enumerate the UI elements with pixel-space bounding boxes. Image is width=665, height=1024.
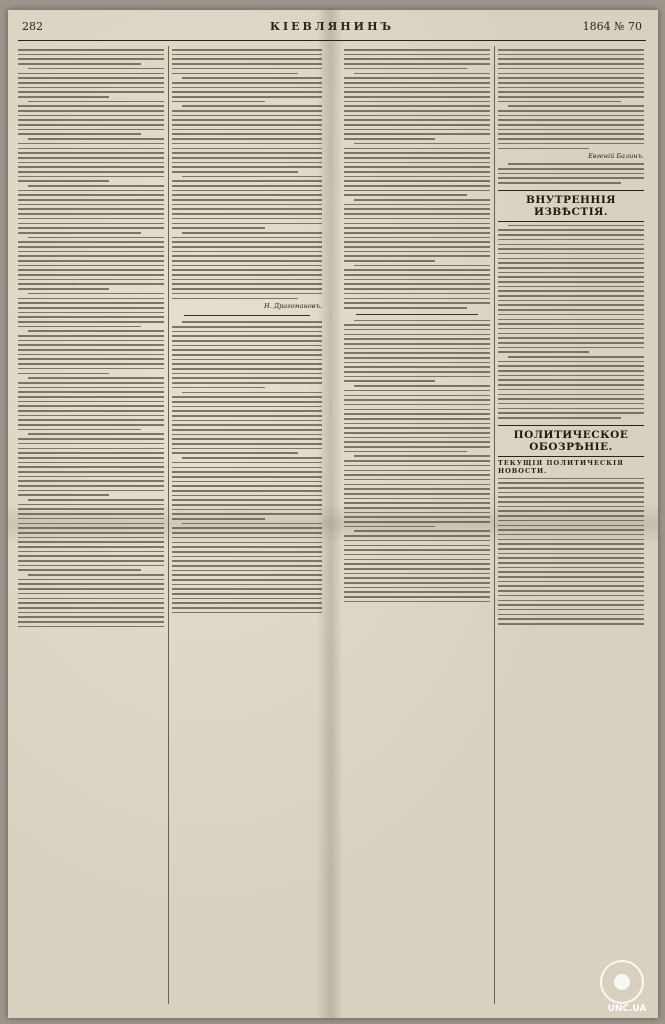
section-heading-political: ПОЛИТИЧЕСКОЕ ОБОЗРѢНІЕ. bbox=[498, 425, 644, 457]
column-3-text bbox=[344, 46, 490, 1004]
subsection-heading: ТЕКУЩІЯ ПОЛИТИЧЕСКІЯ НОВОСТИ. bbox=[498, 458, 624, 475]
watermark-text: UNC.UA bbox=[607, 1004, 647, 1014]
issue-number: 1864 № 70 bbox=[582, 20, 642, 33]
column-1-text bbox=[18, 46, 164, 1004]
newspaper-page bbox=[8, 10, 658, 1018]
column-rule bbox=[168, 46, 169, 1004]
page-number: 282 bbox=[22, 20, 43, 33]
masthead bbox=[18, 18, 646, 41]
column-2-text bbox=[172, 46, 322, 1004]
author-signature: Евгеній Балинъ. bbox=[588, 152, 644, 161]
author-signature: Н. Драгомановъ. bbox=[264, 302, 322, 311]
newspaper-title: КІЕВЛЯНИНЪ bbox=[270, 20, 394, 33]
column-4-text bbox=[498, 46, 644, 1004]
column-rule bbox=[494, 46, 495, 1004]
section-heading-domestic: ВНУТРЕННІЯ ИЗВѢСТІЯ. bbox=[498, 190, 644, 222]
watermark-logo bbox=[600, 960, 644, 1004]
